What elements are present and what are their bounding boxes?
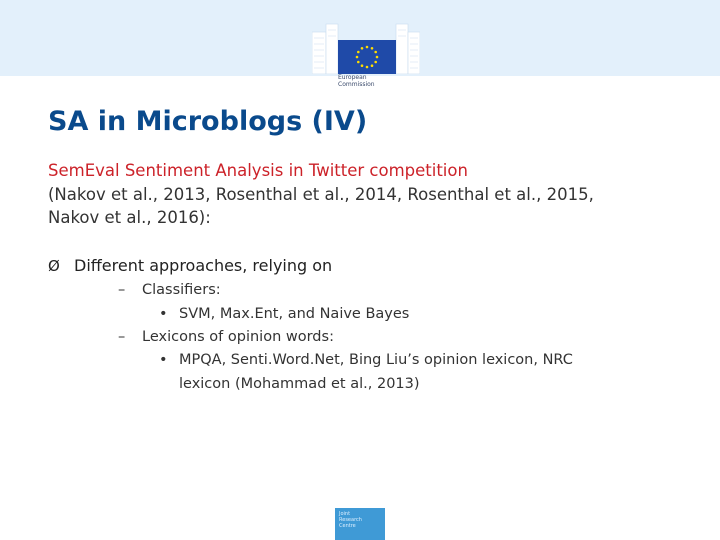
jrc-logo-line1: Joint xyxy=(339,511,351,517)
intro-citation-line2: Nakov et al., 2016): xyxy=(48,208,211,227)
slide-title: SA in Microblogs (IV) xyxy=(48,106,368,137)
european-commission-logo xyxy=(312,18,420,98)
classifiers-label: Classifiers: xyxy=(142,282,221,298)
bullet-approaches-text: Different approaches, relying on xyxy=(74,256,333,275)
sub-sub-item-classifiers xyxy=(159,303,410,326)
lexicons-label: Lexicons of opinion words: xyxy=(142,329,334,345)
intro-highlight: SemEval Sentiment Analysis in Twitter competition xyxy=(48,161,468,180)
jrc-logo-text xyxy=(339,511,362,529)
sub-item-classifiers xyxy=(118,279,221,302)
intro-citation-line1: (Nakov et al., 2013, Rosenthal et al., 2014, Rosenthal et al., 2015, xyxy=(48,184,594,204)
jrc-logo-line2: Research xyxy=(339,517,362,523)
berlaymont-building-icon xyxy=(312,18,420,74)
commission-wordmark xyxy=(338,74,375,88)
sub-sub-item-lexicons-cont xyxy=(179,373,420,396)
dash-bullet: – xyxy=(118,282,126,298)
logo-text-line2: Commission xyxy=(338,81,375,88)
sub-sub-item-lexicons xyxy=(159,349,573,372)
arrow-bullet-icon: Ø xyxy=(48,257,60,275)
intro-paragraph xyxy=(48,159,698,230)
lexicons-items-line2: lexicon (Mohammad et al., 2013) xyxy=(179,376,420,392)
dot-bullet: • xyxy=(159,352,168,368)
jrc-logo xyxy=(335,508,385,540)
sub-item-lexicons xyxy=(118,326,334,349)
classifiers-items: SVM, Max.Ent, and Naive Bayes xyxy=(179,306,410,322)
eu-flag xyxy=(338,40,396,74)
jrc-logo-line3: Centre xyxy=(339,523,356,529)
dash-bullet: – xyxy=(118,329,126,345)
bullet-approaches xyxy=(48,255,332,277)
dot-bullet: • xyxy=(159,306,168,322)
lexicons-items-line1: MPQA, Senti.Word.Net, Bing Liu’s opinion lexicon, NRC xyxy=(179,352,573,368)
logo-text-line1: European xyxy=(338,74,367,81)
